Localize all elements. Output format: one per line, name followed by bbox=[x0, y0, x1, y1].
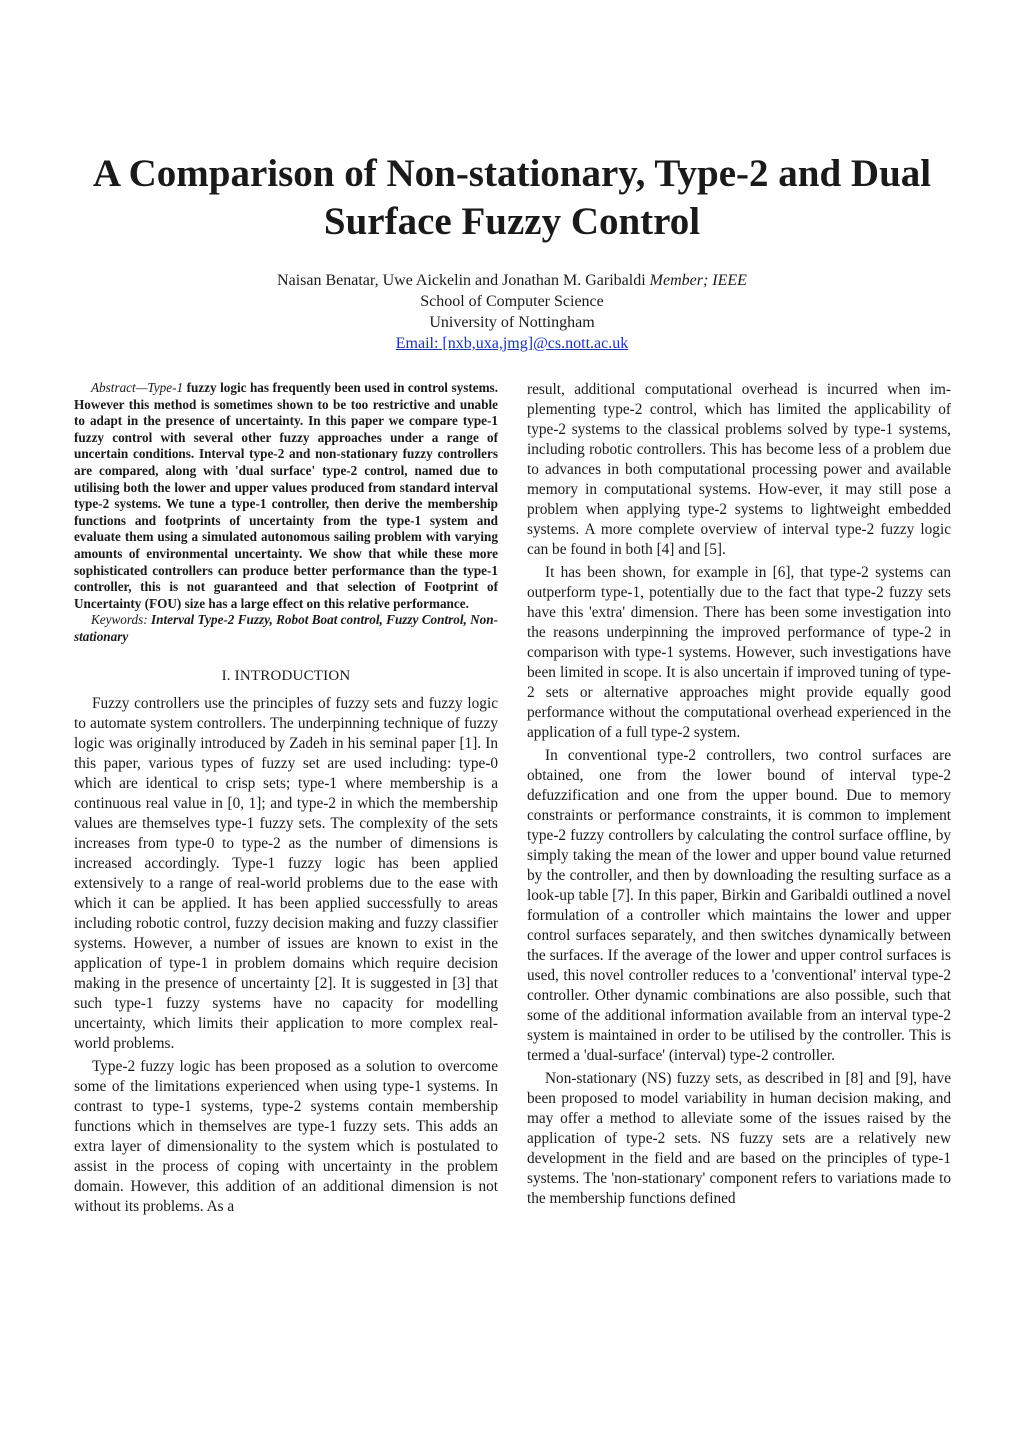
paragraph: Non-stationary (NS) fuzzy sets, as described in [8] and [9], have been proposed to model variability in human decision making, and may offer a method to alleviate some of the issues raised by the application of type-2 sets. NS fuzzy sets are a relatively new development in the field and are based on the principles of type-1 systems. The 'non-stationary' component refers to variations made to the membership functions defined bbox=[527, 1070, 951, 1207]
author-line bbox=[100, 270, 924, 291]
keywords bbox=[74, 612, 498, 645]
paragraph: result, additional computational overhead is incurred when im-plementing type-2 control, which has limited the applicability of type-2 systems to the classical problems solved by type-1 systems, including robotic controllers. This has become less of a problem due to advances in both computational processing power and available memory in computational systems. How-ever, it may still pose a problem when applying type-2 systems to lightweight embedded systems. A more complete overview of interval type-2 fuzzy logic can be found in both [4] and [5]. bbox=[527, 381, 951, 558]
author-university: University of Nottingham bbox=[429, 314, 595, 331]
keywords-text: Interval Type-2 Fuzzy, Robot Boat control, Fuzzy Control, Non-stationary bbox=[74, 612, 498, 644]
paragraph: It has been shown, for example in [6], that type-2 systems can outperform type-1, potentially due to the fact that type-2 fuzzy sets have this 'extra' dimension. There has been some investigation into the reasons underpinning the improved performance of type-2 in comparison with type-1 systems. However, such investigations have been limited in scope. It is also uncertain if improved tuning of type-2 sets or alternative approaches might provide equally good performance without the computational overhead experienced in the application of a full type-2 system. bbox=[527, 564, 951, 741]
paragraph: In conventional type-2 controllers, two control surfaces are obtained, one from the lower bound of interval type-2 defuzzification and one from the upper bound. Due to memory constraints or performance constraints, it is common to implement type-2 fuzzy controllers by calculating the control surface offline, by simply taking the mean of the lower and upper bound value returned by the controller, and then by downloading the resulting surface as a look-up table [7]. In this paper, Birkin and Garibaldi outlined a novel formulation of a controller which maintains the lower and upper control surfaces separately, and then switches dynamically between the surfaces. If the average of the lower and upper control surfaces is used, this novel controller reduces to a 'conventional' interval type-2 controller. Other dynamic combinations are also possible, such that some of the additional information available from an interval type-2 system is maintained in order to be utilised by the controller. This is termed a 'dual-surface' (interval) type-2 controller. bbox=[527, 747, 951, 1064]
author-membership: Member; IEEE bbox=[649, 272, 747, 289]
author-email-link[interactable]: Email: [nxb,uxa,jmg]@cs.nott.ac.uk bbox=[395, 335, 629, 352]
keywords-label: Keywords: bbox=[91, 612, 148, 628]
abstract bbox=[74, 380, 498, 612]
author-department: School of Computer Science bbox=[420, 293, 604, 310]
paragraph: Type-2 fuzzy logic has been proposed as a solution to overcome some of the limitations experienced when using type-1 systems. In contrast to type-1 systems, type-2 systems contain membership functions which in themselves are type-1 fuzzy sets. This adds an extra layer of dimensionality to the system which is postulated to assist in the process of coping with uncertainty in the problem domain. However, this addition of an additional dimension is not without its problems. As a bbox=[74, 1057, 498, 1215]
right-column bbox=[527, 380, 951, 1212]
paragraph: Fuzzy controllers use the principles of fuzzy sets and fuzzy logic to automate system controllers. The underpinning technique of fuzzy logic was originally introduced by Zadeh in his seminal paper [1]. In this paper, various types of fuzzy set are used including: type-0 which are identical to crisp sets; type-1 where membership is a continuous real value in [0, 1]; and type-2 in which the membership values are themselves type-1 fuzzy sets. The complexity of the sets increases from type-0 to type-2 as the number of dimensions is increased accordingly. Type-1 fuzzy logic has been applied extensively to a range of real-world problems due to the ease with which it can be applied. It has been applied successfully to areas including robotic control, fuzzy decision making and fuzzy classifier systems. However, a number of issues are known to exist in the application of type-1 in problem domains which require decision making in the presence of uncertainty [2]. It is suggested in [3] that such type-1 fuzzy systems have no capacity for modelling uncertainty, which limits their application to more complex real-world problems. bbox=[74, 694, 498, 1052]
abstract-lead: Abstract—Type-1 bbox=[91, 380, 184, 395]
author-block bbox=[100, 270, 924, 354]
abstract-text: fuzzy logic has frequently been used in control systems. However this method is sometimes shown to be too restrictive and unable to adapt in the presence of uncertainty. In this paper we compare type-1 fuzzy control with several other fuzzy approaches under a range of uncertain conditions. Interval type-2 and non-stationary fuzzy controllers are compared, along with 'dual surface' type-2 control, named due to utilising both the lower and upper values produced from standard interval type-2 systems. We tune a type-1 controller, then derive the membership functions and footprints of uncertainty from the type-1 system and evaluate them using a simulated autonomous sailing problem with varying amounts of environmental uncertainty. We show that while these more sophisticated controllers can produce better performance than the type-1 controller, this is not guaranteed and that selection of Footprint of Uncertainty (FOU) size has a large effect on this relative performance. bbox=[74, 380, 498, 611]
section-heading-introduction: I. INTRODUCTION bbox=[221, 667, 351, 684]
paper-title: A Comparison of Non-stationary, Type-2 and Dual Surface Fuzzy Control bbox=[92, 152, 932, 243]
left-column bbox=[74, 380, 498, 1220]
author-names: Naisan Benatar, Uwe Aickelin and Jonathan M. Garibaldi bbox=[277, 272, 646, 289]
